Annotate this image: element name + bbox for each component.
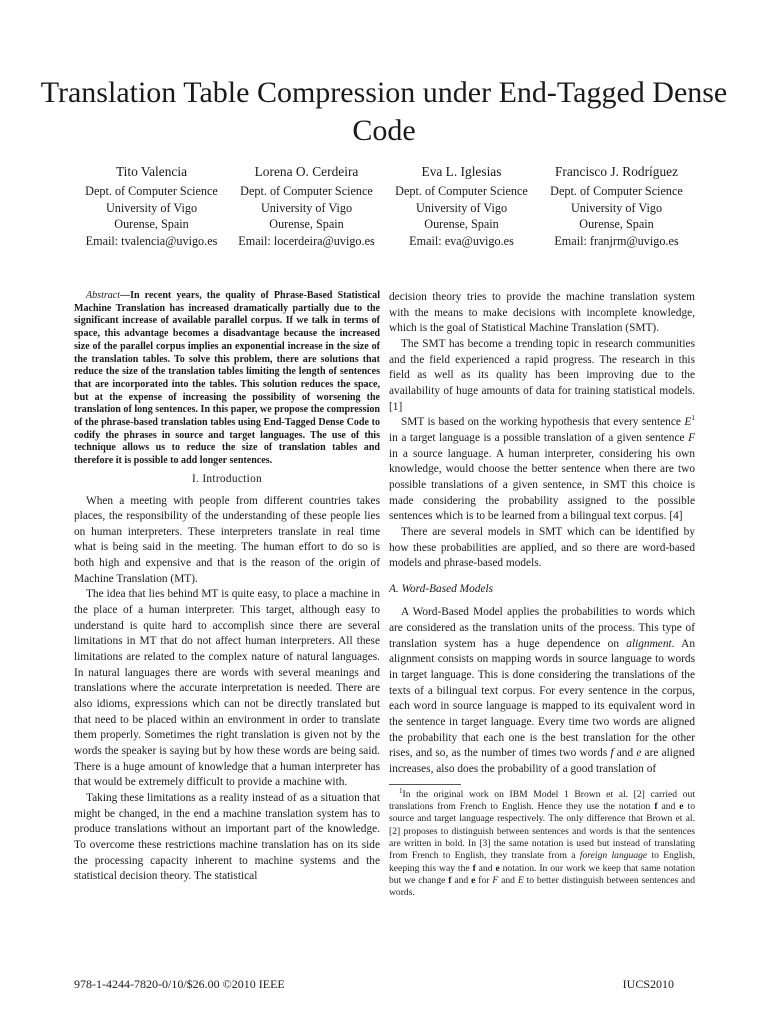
text-run: notation. In our work we keep that same notation but we change xyxy=(389,862,696,887)
text-run: to better distinguish between sentences and words. xyxy=(389,875,695,899)
author-city: Ourense, Spain xyxy=(114,217,189,231)
text-run: and xyxy=(498,875,518,887)
footer-conference: IUCS2010 xyxy=(622,977,674,991)
text-run: and xyxy=(657,801,680,813)
math-f: f xyxy=(610,747,614,760)
text-run: In the original work on IBM Model 1 Brown et al. [2] carried out translations from French to English. Hence they use the notation xyxy=(389,788,695,813)
math-e-bold: e xyxy=(471,875,476,887)
author-city: Ourense, Spain xyxy=(269,217,344,231)
math-f-bold: f xyxy=(654,801,658,813)
author-dept: Dept. of Computer Science xyxy=(85,184,218,198)
footnote-ref: 1 xyxy=(691,413,695,423)
text-run: are aligned increases, also does the probability of a good translation of xyxy=(389,747,695,776)
math-e-bold: e xyxy=(679,801,684,813)
author-univ: University of Vigo xyxy=(570,200,663,215)
text-run: and xyxy=(613,747,637,760)
author-email: Email: locerdeira@uvigo.es xyxy=(238,233,375,248)
math-f-bold: f xyxy=(448,875,452,887)
abstract-text: —In recent years, the quality of Phrase-Based Statistical Machine Translation has increased dramatically partially due to the significant increase of available parallel corpus. If we talk in terms of space, this advantage becomes a disadvantage because the increased size of the parallel corpus implies an exponential increase in the size of the translation tables. To solve this problem, there are solutions that reduce the size of the translation tables limiting the length of sentences that are incorporated into the tables. This solution reduces the space, but at the expense of increasing the possibility of worsening the translation of long sentences. In this paper, we propose the compression of the phrase-based translation tables using End-Tagged Dense Code to codify the phrases in source and target languages. The use of this technique allows us to reduce the size of translation tables and therefore it is possible to add longer sentences. xyxy=(74,290,380,467)
author-univ: University of Vigo xyxy=(105,200,198,215)
author-1 xyxy=(74,162,229,249)
author-2 xyxy=(229,162,384,249)
abstract xyxy=(74,290,380,468)
math-E: E xyxy=(684,416,692,429)
text-run: to English, keeping this way the xyxy=(389,850,695,874)
text-run: A Word-Based Model applies the probabilities to words which are considered as the translation units of the process. This type of translation system has a huge dependence on xyxy=(389,606,695,650)
subsection-heading-word-based: A. Word-Based Models xyxy=(389,582,494,595)
author-name: Tito Valencia xyxy=(115,164,188,179)
footnote-divider xyxy=(389,784,461,785)
text-run: . An alignment consists on mapping words in source language to words in target language. This is done considering the translations of the texts of a bilingual text corpus. For every sentence in the corpus, each word in source language is mapped to its equivalent word in the sentence in target language. Every time two words are aligned the probability that each one is the best translation for the other rises, and so, as the number of times two words xyxy=(389,637,695,760)
intro-paragraph-1: When a meeting with people from different countries takes places, the responsibility of the understanding of these people lies on human interpreters. These interpreters translate in real time what is being said in the meeting. The human effort to do so is both high and expensive and that is the reason of the origin of Machine Translation (MT). xyxy=(74,494,380,585)
emph-alignment: alignment xyxy=(626,637,672,650)
text-run: SMT is based on the working hypothesis that every sentence xyxy=(401,416,685,429)
author-univ: University of Vigo xyxy=(415,200,508,215)
intro-paragraph-5: The SMT has become a trending topic in research communities and the field experienced a rapid progress. The research in this field as well as its quality has been improving due to the availability of huge amounts of data for training statistical models. [1] xyxy=(389,337,695,413)
left-column xyxy=(74,290,380,885)
math-e-bold: e xyxy=(495,862,500,874)
author-4 xyxy=(539,162,694,249)
intro-paragraph-6 xyxy=(389,415,695,525)
author-city: Ourense, Spain xyxy=(424,217,499,231)
author-email: Email: eva@uvigo.es xyxy=(409,233,514,248)
text-run: for xyxy=(475,875,493,887)
author-email: Email: tvalencia@uvigo.es xyxy=(85,233,218,248)
text-run: and xyxy=(475,862,496,874)
author-city: Ourense, Spain xyxy=(579,217,654,231)
author-name: Francisco J. Rodríguez xyxy=(554,164,679,179)
right-column xyxy=(389,290,695,900)
intro-paragraph-7: There are several models in SMT which can be identified by how these probabilities are applied, and so there are word-based models and phrase-based models. xyxy=(389,525,695,570)
intro-paragraph-2: The idea that lies behind MT is quite easy, to place a machine in the place of a human interpreter. This target, although easy to understand is quite hard to accomplish since there are several limitations in MT that do not affect human interpreters. All these limitations are related to the complex nature of natural languages. In natural languages there are words with several meanings and translations where the accurate interpretation is needed. There are also idioms, expressions which can not be directly translated but that need to be placed within an environment in order to translate them properly. Sometimes the right translation is given not by the words the speaker is saying but by how these words are being said. There is a huge amount of knowledge that a human interpreter has that would be extremely difficult to provide a machine with. xyxy=(74,588,380,789)
section-heading-introduction: I. Introduction xyxy=(191,472,263,485)
author-dept: Dept. of Computer Science xyxy=(395,184,528,198)
math-e: e xyxy=(636,747,642,760)
emph-foreign-language: foreign language xyxy=(579,850,648,862)
text-run: in a target language is a possible translation of a given sentence xyxy=(389,431,689,444)
math-F: F xyxy=(492,875,499,887)
footnote-mark: 1 xyxy=(399,786,403,795)
math-f-bold: f xyxy=(472,862,476,874)
math-F: F xyxy=(688,431,695,444)
footer-isbn: 978-1-4244-7820-0/10/$26.00 ©2010 IEEE xyxy=(74,977,285,991)
author-name: Lorena O. Cerdeira xyxy=(254,164,359,179)
author-dept: Dept. of Computer Science xyxy=(550,184,683,198)
author-block xyxy=(74,162,694,249)
author-email: Email: franjrm@uvigo.es xyxy=(554,233,679,248)
author-name: Eva L. Iglesias xyxy=(421,164,502,179)
paper-title: Translation Table Compression under End-Tagged Dense Code xyxy=(40,76,728,147)
intro-paragraph-3: Taking these limitations as a reality instead of as a situation that might be changed, in the end a machine translation system has to produce translations without an important part of the knowledge. To overcome these restrictions machine translation has on its side the processing capacity inherent to machine systems and the statistical decision theory. The statistical xyxy=(74,791,380,883)
intro-paragraph-4: decision theory tries to provide the machine translation system with the means to make decisions with incomplete knowledge, which is the goal of Statistical Machine Translation (SMT). xyxy=(389,291,695,335)
text-run: and xyxy=(451,875,472,887)
text-run: to source and target language respectively. The only difference that Brown et al. [2] proposes to distinguish between sentences and words is that the sentences are written in bold. In [3] the same notation is used but instead of translating from French to English, they translate from a xyxy=(389,801,695,862)
word-based-paragraph xyxy=(389,605,695,777)
author-3 xyxy=(384,162,539,249)
text-run: in a source language. A human interpreter, considering his own knowledge, would choose the better sentence when there are two possible translations of a given sentence, in SMT this choice is made considering the probability assigned to the possible sentences which is to be learned from a bilingual text corpus. [4] xyxy=(389,447,695,523)
author-univ: University of Vigo xyxy=(260,200,353,215)
abstract-lead: Abstract xyxy=(86,290,121,301)
footnote-1 xyxy=(389,786,696,900)
math-E: E xyxy=(517,875,524,887)
author-dept: Dept. of Computer Science xyxy=(240,184,373,198)
